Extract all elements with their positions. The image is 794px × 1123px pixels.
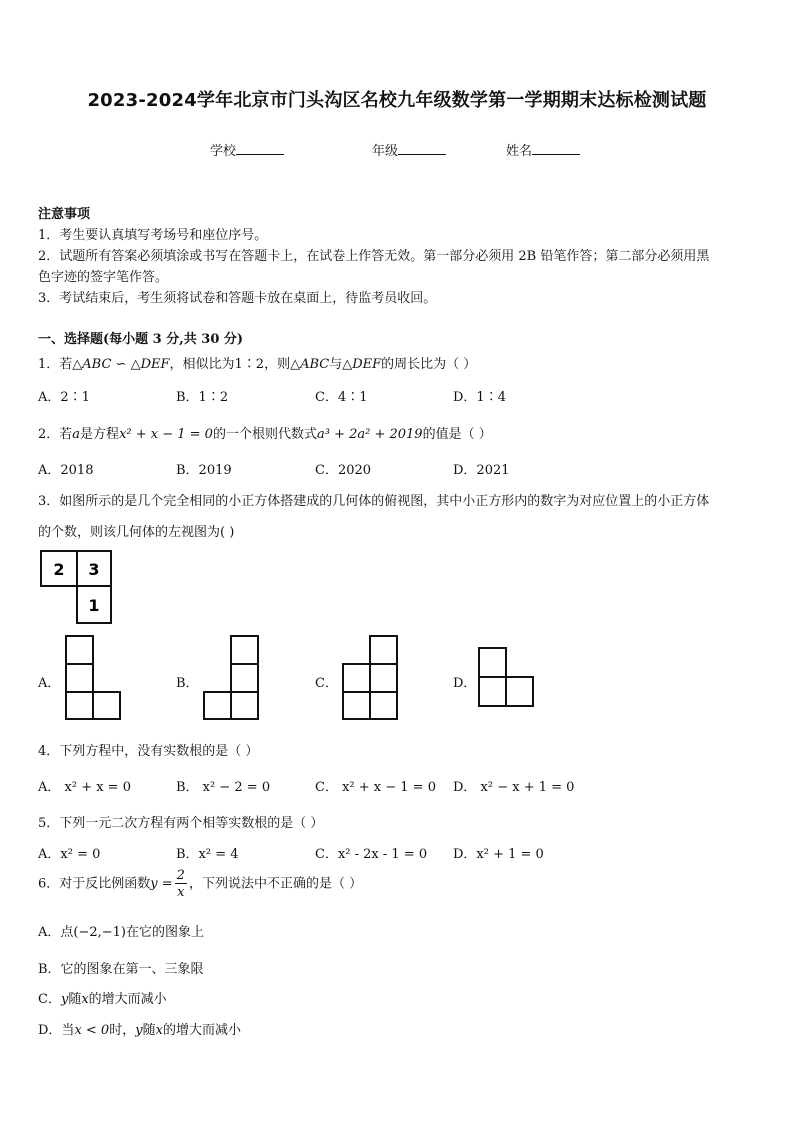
q1-text-2: ，则 bbox=[264, 357, 291, 372]
q6-prefix: 6．对于反比例函数 bbox=[38, 876, 151, 892]
q5-option-a: A．x² = 0 bbox=[38, 847, 101, 862]
q2-text: 是方程 bbox=[80, 427, 120, 442]
q2-equation: x² + x − 1 = 0 bbox=[119, 427, 213, 442]
q6-option-d-condition: x < 0 bbox=[74, 1023, 110, 1038]
notice-heading: 注意事项 bbox=[38, 207, 91, 222]
grade-field bbox=[372, 140, 446, 159]
q3-option-c-label: C． bbox=[315, 676, 338, 691]
top-view-number: 3 bbox=[88, 560, 100, 579]
question-2 bbox=[38, 423, 492, 442]
q5-option-d: D．x² + 1 = 0 bbox=[453, 847, 544, 862]
q6-option-a-prefix: A．点 bbox=[38, 925, 74, 940]
view-cell bbox=[66, 664, 93, 692]
q4-option-b: B． x² − 2 = 0 bbox=[176, 780, 271, 795]
q2-var-a: a bbox=[72, 427, 81, 442]
q3-option-a-figure bbox=[64, 634, 124, 722]
question-3-line-1: 3．如图所示的是几个完全相同的小正方体搭建成的几何体的俯视图，其中小正方形内的数字为对应位置上的小正方体 bbox=[38, 494, 710, 509]
q6-fraction bbox=[175, 869, 187, 899]
q1-text-3: 与 bbox=[329, 357, 343, 372]
name-blank bbox=[532, 142, 580, 155]
q6-option-c-text: 随 bbox=[68, 992, 82, 1007]
q1-option-c: C．4∶1 bbox=[315, 390, 368, 405]
q1-ratio: 1∶2 bbox=[234, 357, 265, 372]
q4-option-a: A． x² + x = 0 bbox=[38, 780, 131, 795]
q3-option-b-label: B． bbox=[176, 676, 199, 691]
top-view-number: 2 bbox=[53, 560, 65, 579]
school-label: 学校 bbox=[210, 144, 237, 159]
q2-option-b: B．2019 bbox=[176, 463, 232, 478]
q3-option-c-figure bbox=[341, 634, 401, 722]
q6-option-c bbox=[38, 988, 167, 1007]
q6-option-c-y: y bbox=[60, 992, 69, 1007]
q1-option-d: D．1∶4 bbox=[453, 390, 506, 405]
q2-option-d: D．2021 bbox=[453, 463, 510, 478]
view-cell bbox=[370, 636, 397, 664]
q4-option-d: D． x² − x + 1 = 0 bbox=[453, 780, 575, 795]
top-view-number: 1 bbox=[88, 596, 100, 615]
notice-item-2a: 2．试题所有答案必须填涂或书写在答题卡上，在试卷上作答无效。第一部分必须用 2B 铅笔作答；第二部分必须用黑 bbox=[38, 249, 710, 264]
view-cell bbox=[231, 692, 258, 719]
school-field bbox=[210, 140, 284, 159]
q2-option-a: A．2018 bbox=[38, 463, 94, 478]
view-cell bbox=[93, 692, 120, 719]
q6-option-a-point: (−2,−1) bbox=[73, 925, 126, 940]
view-cell bbox=[231, 664, 258, 692]
question-1 bbox=[38, 353, 476, 372]
q6-numerator: 2 bbox=[176, 868, 185, 883]
q6-option-d-y: y bbox=[135, 1023, 143, 1038]
q3-option-a-label: A． bbox=[38, 676, 61, 691]
q6-option-b: B．它的图象在第一、三象限 bbox=[38, 962, 204, 977]
q6-option-a-suffix: 在它的图象上 bbox=[126, 925, 205, 940]
q3-option-d-label: D． bbox=[453, 676, 477, 691]
view-cell bbox=[66, 692, 93, 719]
q4-option-c: C． x² + x − 1 = 0 bbox=[315, 780, 436, 795]
school-blank bbox=[236, 142, 284, 155]
question-4: 4．下列方程中，没有实数根的是（ ） bbox=[38, 744, 259, 759]
q1-option-a: A．2∶1 bbox=[38, 390, 90, 405]
q6-suffix: ，下列说法中不正确的是（ ） bbox=[188, 876, 363, 892]
q6-option-c-suffix: 的增大而减小 bbox=[88, 992, 167, 1007]
view-cell bbox=[479, 677, 506, 706]
view-cell bbox=[506, 677, 533, 706]
name-label: 姓名 bbox=[506, 144, 533, 159]
grade-label: 年级 bbox=[372, 144, 399, 159]
question-3-line-2: 的个数，则该几何体的左视图为( ) bbox=[38, 525, 235, 540]
question-6 bbox=[38, 869, 362, 899]
view-cell bbox=[370, 692, 397, 719]
grade-blank bbox=[398, 142, 446, 155]
q1-similar-expr: △ABC ∽ △DEF bbox=[72, 357, 170, 372]
q3-option-d-figure bbox=[477, 645, 537, 709]
q5-option-b: B．x² = 4 bbox=[176, 847, 239, 862]
q6-option-d-suffix: 的增大而减小 bbox=[162, 1023, 241, 1038]
page-title: 2023-2024学年北京市门头沟区名校九年级数学第一学期期末达标检测试题 bbox=[87, 90, 707, 111]
section-heading: 一、选择题(每小题 3 分,共 30 分) bbox=[38, 332, 244, 347]
q2-suffix: 的值是（ ） bbox=[422, 427, 492, 442]
q3-top-view-figure bbox=[38, 547, 118, 627]
q6-option-c-x: x bbox=[81, 992, 89, 1007]
q2-prefix: 2．若 bbox=[38, 427, 73, 442]
q3-option-b-figure bbox=[202, 634, 262, 722]
view-cell bbox=[231, 636, 258, 664]
q1-suffix: 的周长比为（ ） bbox=[381, 357, 477, 372]
notice-item-3: 3．考试结束后，考生须将试卷和答题卡放在桌面上，待监考员收回。 bbox=[38, 291, 437, 306]
notice-item-2b: 色字迹的签字笔作答。 bbox=[38, 270, 169, 285]
q6-option-a bbox=[38, 921, 204, 940]
q5-option-c: C．x² - 2x - 1 = 0 bbox=[315, 847, 428, 862]
q1-text: ，相似比为 bbox=[169, 357, 235, 372]
view-cell bbox=[370, 664, 397, 692]
q2-text-2: 的一个根则代数式 bbox=[212, 427, 317, 442]
q6-option-d-x: x bbox=[155, 1023, 163, 1038]
question-5: 5．下列一元二次方程有两个相等实数根的是（ ） bbox=[38, 816, 324, 831]
view-cell bbox=[66, 636, 93, 664]
q2-option-c: C．2020 bbox=[315, 463, 372, 478]
q6-option-d-text-2: 随 bbox=[142, 1023, 156, 1038]
q2-expression: a³ + 2a² + 2019 bbox=[316, 427, 423, 442]
q6-option-d bbox=[38, 1019, 241, 1038]
view-cell bbox=[479, 648, 506, 677]
q1-triangle-abc: △ABC bbox=[290, 357, 330, 372]
q1-triangle-def: △DEF bbox=[342, 357, 382, 372]
view-cell bbox=[343, 664, 370, 692]
view-cell bbox=[343, 692, 370, 719]
notice-item-1: 1．考生要认真填写考场号和座位序号。 bbox=[38, 228, 268, 243]
name-field bbox=[506, 140, 580, 159]
view-cell bbox=[204, 692, 231, 719]
q6-function-lhs: y = bbox=[150, 876, 173, 892]
q6-option-d-text: 时， bbox=[109, 1023, 136, 1038]
q1-prefix: 1．若 bbox=[38, 357, 73, 372]
q6-option-c-prefix: C． bbox=[38, 992, 61, 1007]
q1-option-b: B．1∶2 bbox=[176, 390, 229, 405]
q6-denominator: x bbox=[177, 885, 185, 900]
q6-option-d-prefix: D．当 bbox=[38, 1023, 75, 1038]
